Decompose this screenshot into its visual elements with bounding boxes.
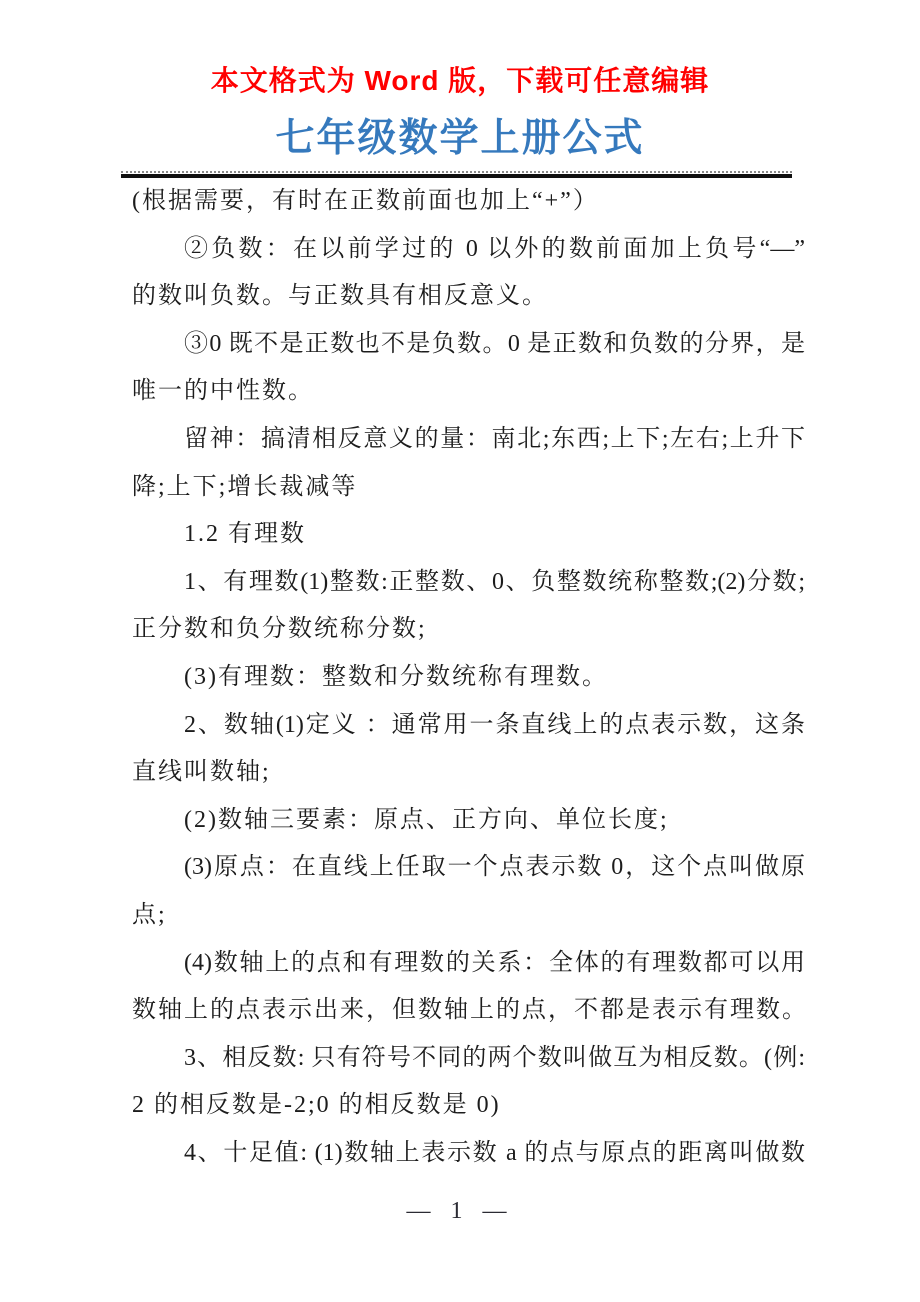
body-line: ③0 既不是正数也不是负数。0 是正数和负数的分界，是 xyxy=(184,330,805,357)
body-line: ②负数：在以前学过的 0 以外的数前面加上负号“—” xyxy=(184,235,805,262)
body-line: 1.2 有理数 xyxy=(184,521,306,548)
body-line: (2)数轴三要素：原点、正方向、单位长度; xyxy=(184,806,669,833)
body-line: 2、数轴(1)定义 ：通常用一条直线上的点表示数，这条 xyxy=(184,711,805,738)
title-rule xyxy=(121,171,792,178)
body-line: (根据需要，有时在正数前面也加上“+”） xyxy=(132,188,599,214)
body-line: 唯一的中性数。 xyxy=(132,378,314,405)
body-line: (3)有理数：整数和分数统称有理数。 xyxy=(184,663,608,690)
body-line: 4、十足值: (1)数轴上表示数 a 的点与原点的距离叫做数 xyxy=(184,1139,805,1166)
body-line: 的数叫负数。与正数具有相反意义。 xyxy=(132,283,548,310)
body-line: 2 的相反数是-2;0 的相反数是 0) xyxy=(132,1092,501,1119)
body-line: 正分数和负分数统称分数; xyxy=(132,616,427,643)
body-line: 点; xyxy=(132,901,167,928)
document-title: 七年级数学上册公式 xyxy=(275,117,645,160)
body-line: 留神：搞清相反意义的量：南北;东西;上下;左右;上升下 xyxy=(184,425,805,452)
format-notice: 本文格式为 Word 版，下载可任意编辑 xyxy=(210,65,710,96)
page-number: — 1 — xyxy=(406,1198,514,1224)
body-line: 数轴上的点表示出来，但数轴上的点，不都是表示有理数。 xyxy=(132,997,808,1024)
body-line: (3)原点：在直线上任取一个点表示数 0，这个点叫做原 xyxy=(184,854,805,881)
body-line: (4)数轴上的点和有理数的关系：全体的有理数都可以用 xyxy=(184,949,805,976)
document-body xyxy=(132,178,808,1177)
body-line: 降;上下;增长裁减等 xyxy=(132,473,358,500)
title-rule-dotted-line xyxy=(121,171,792,173)
body-line: 1、有理数(1)整数:正整数、0、负整数统称整数;(2)分数; xyxy=(184,568,805,595)
body-line: 3、相反数: 只有符号不同的两个数叫做互为相反数。(例: xyxy=(184,1044,805,1071)
body-line: 直线叫数轴; xyxy=(132,759,271,786)
